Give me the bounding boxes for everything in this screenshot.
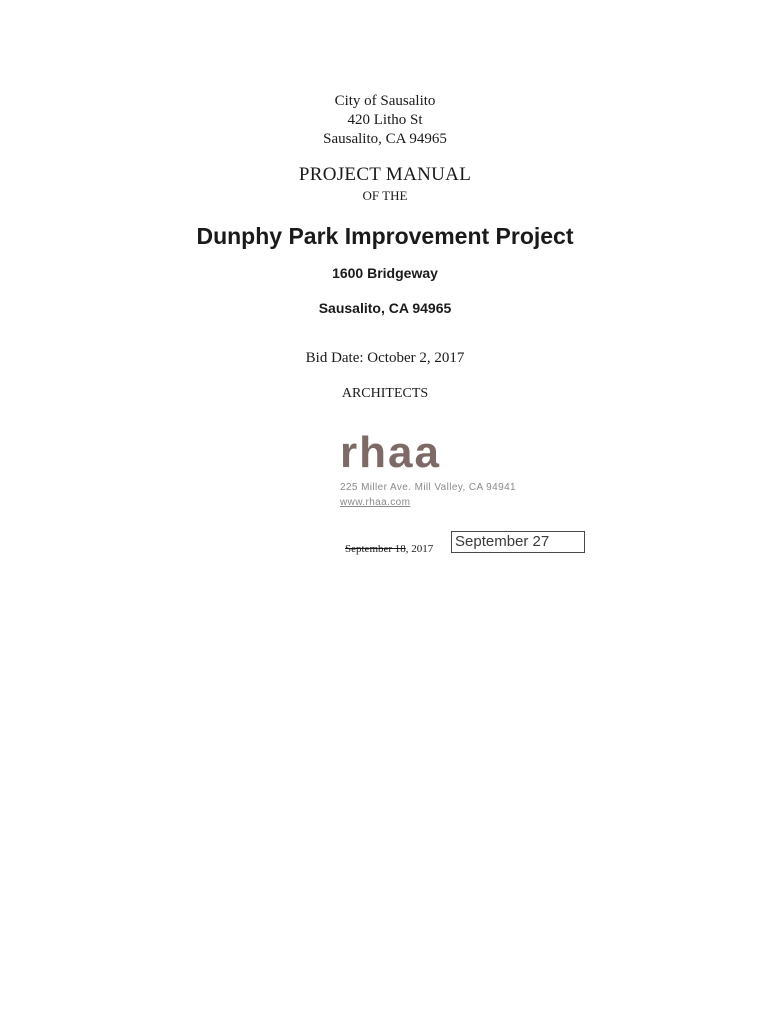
architects-label: ARCHITECTS: [341, 386, 429, 401]
issue-date-struck: September 18: [345, 543, 406, 555]
revision-date-box: September 27: [451, 531, 585, 553]
firm-address: 225 Miller Ave. Mill Valley, CA 94941: [340, 482, 516, 493]
project-street: 1600 Bridgeway: [332, 265, 438, 281]
manual-heading: PROJECT MANUAL: [298, 164, 472, 185]
owner-name: City of Sausalito: [334, 93, 436, 109]
issue-date: [345, 543, 433, 555]
project-title: Dunphy Park Improvement Project: [196, 223, 574, 249]
issue-date-year: , 2017: [405, 543, 434, 555]
bid-date: Bid Date: October 2, 2017: [305, 350, 465, 366]
owner-city: Sausalito, CA 94965: [323, 131, 447, 147]
project-city: Sausalito, CA 94965: [318, 300, 452, 316]
firm-website-link[interactable]: www.rhaa.com: [340, 497, 411, 508]
firm-logo: rhaa: [340, 428, 441, 477]
manual-subheading: OF THE: [362, 188, 408, 203]
owner-address: [0, 92, 770, 149]
owner-street: 420 Litho St: [347, 112, 423, 128]
